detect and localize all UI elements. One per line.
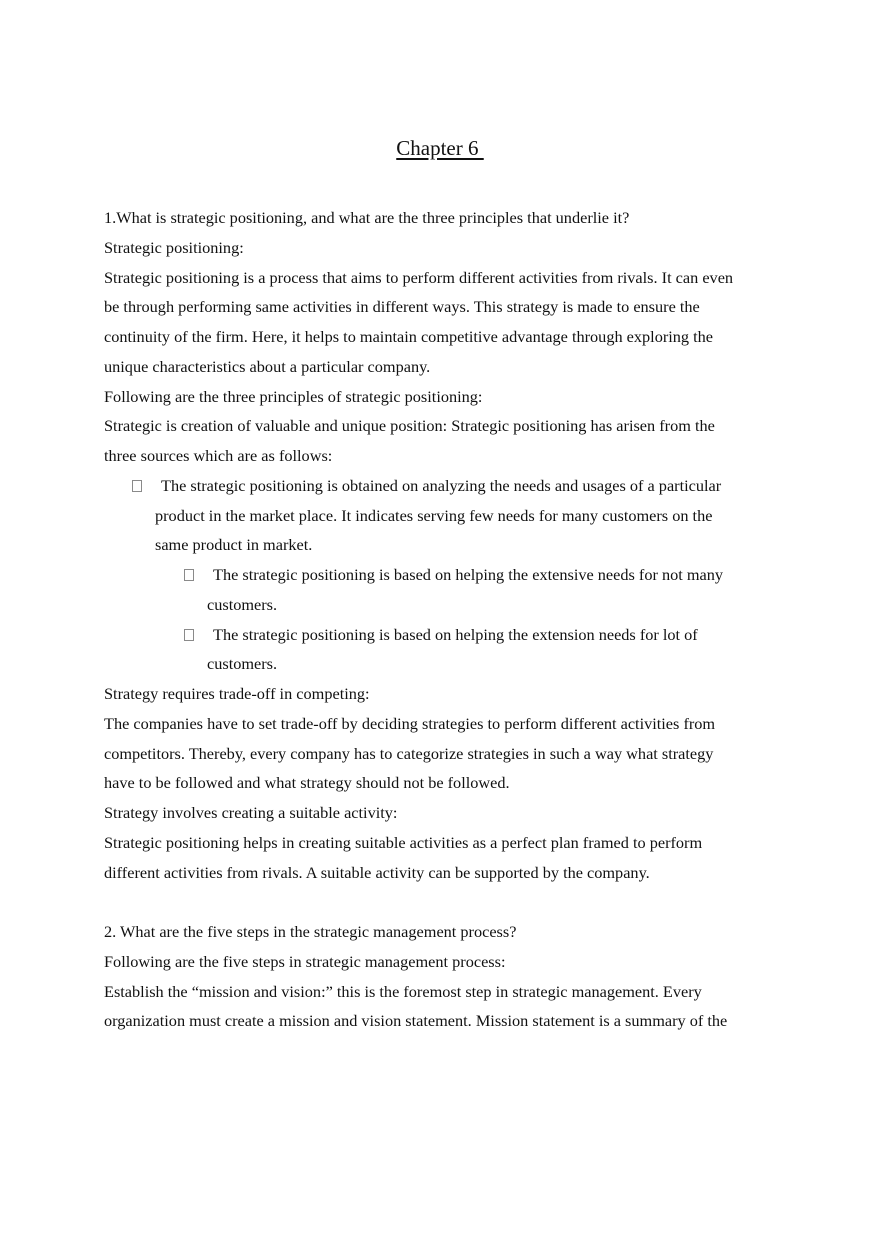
bullet-item-2 — [104, 560, 784, 590]
bullet-text: The strategic positioning is obtained on analyzing the needs and usages of a particular — [161, 475, 722, 495]
bullet-text: The strategic positioning is based on helping the extension needs for lot of — [213, 624, 698, 644]
bullet-box-icon — [184, 569, 194, 581]
paragraph-line: be through performing same activities in different ways. This strategy is made to ensure the — [104, 297, 700, 317]
paragraph-line: Establish the “mission and vision:” this is the foremost step in strategic management. Every — [104, 981, 702, 1001]
question-2: 2. What are the five steps in the strategic management process? — [104, 922, 517, 941]
paragraph-line: Strategic positioning helps in creating suitable activities as a perfect plan framed to perform — [104, 832, 703, 852]
paragraph-line: unique characteristics about a particular company. — [104, 356, 431, 376]
principles-intro: Following are the three principles of strategic positioning: — [104, 386, 483, 406]
document-body — [104, 203, 784, 1036]
principle-2-heading: Strategy requires trade-off in competing: — [104, 684, 370, 703]
bullet-continuation: customers. — [207, 594, 278, 614]
principle-1-line: Strategic is creation of valuable and unique position: Strategic positioning has arisen from the — [104, 416, 715, 436]
question-1: 1.What is strategic positioning, and what are the three principles that underlie it? — [104, 208, 630, 227]
bullet-item-3 — [104, 620, 784, 650]
bullet-continuation: customers. — [207, 654, 278, 674]
paragraph-line: different activities from rivals. A suitable activity can be supported by the company. — [104, 862, 650, 882]
paragraph-line: continuity of the firm. Here, it helps to maintain competitive advantage through exploring the — [104, 327, 714, 346]
paragraph-line: competitors. Thereby, every company has to categorize strategies in such a way what strategy — [104, 743, 714, 763]
bullet-text: The strategic positioning is based on helping the extensive needs for not many — [213, 565, 724, 584]
paragraph-line: organization must create a mission and vision statement. Mission statement is a summary of the — [104, 1011, 728, 1031]
paragraph-line: The companies have to set trade-off by deciding strategies to perform different activities from — [104, 713, 716, 733]
blank-line — [104, 887, 784, 917]
principle-1-line: three sources which are as follows: — [104, 446, 333, 465]
bullet-box-icon — [184, 629, 194, 641]
bullet-item-1 — [104, 471, 784, 501]
bullet-continuation: same product in market. — [155, 535, 313, 555]
page-title: Chapter 6 — [396, 136, 484, 160]
paragraph-line: Strategic positioning is a process that aims to perform different activities from rivals. It can even — [104, 267, 734, 287]
principle-3-heading: Strategy involves creating a suitable activity: — [104, 803, 398, 822]
bullet-continuation: product in the market place. It indicates serving few needs for many customers on the — [155, 505, 713, 525]
steps-intro: Following are the five steps in strategic management process: — [104, 951, 506, 971]
strategic-positioning-heading: Strategic positioning: — [104, 237, 244, 257]
bullet-box-icon — [132, 480, 142, 492]
paragraph-line: have to be followed and what strategy should not be followed. — [104, 773, 510, 793]
